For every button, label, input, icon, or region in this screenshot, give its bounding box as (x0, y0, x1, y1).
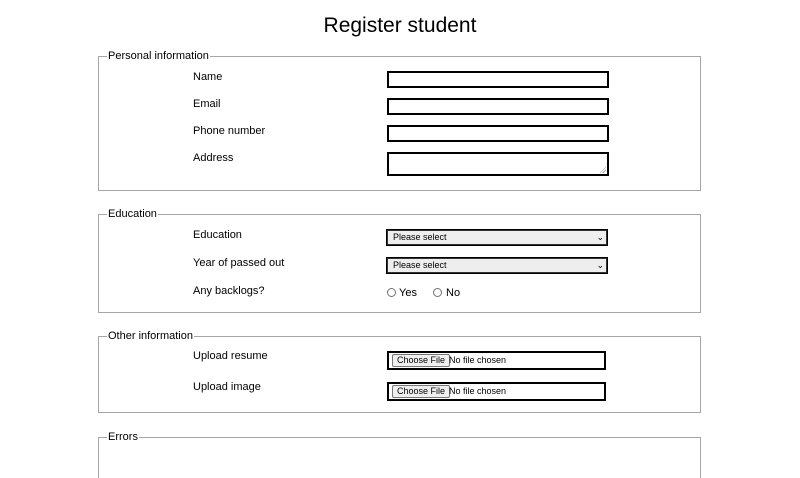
upload-image-file-input[interactable] (387, 382, 606, 401)
upload-resume-label: Upload resume (193, 350, 268, 362)
education-select-value: Please select (393, 232, 447, 242)
email-input[interactable] (387, 98, 609, 115)
email-label: Email (193, 98, 221, 110)
other-information-legend: Other information (108, 330, 193, 342)
upload-resume-file-input[interactable] (387, 351, 606, 370)
chevron-down-icon: ⌄ (596, 260, 604, 270)
phone-number-label: Phone number (193, 125, 266, 137)
name-label: Name (193, 71, 223, 83)
page-title: Register student (323, 14, 477, 37)
year-of-passed-out-label: Year of passed out (193, 257, 285, 269)
address-label: Address (193, 152, 234, 164)
address-textarea[interactable] (387, 152, 609, 176)
phone-number-input[interactable] (387, 125, 609, 142)
errors-section (98, 431, 701, 478)
backlogs-yes-radio[interactable] (387, 288, 396, 297)
choose-file-button[interactable]: Choose File (392, 354, 450, 367)
education-legend: Education (108, 208, 157, 220)
upload-image-label: Upload image (193, 381, 261, 393)
errors-legend: Errors (108, 431, 138, 443)
backlogs-no-label[interactable]: No (446, 287, 461, 299)
year-select-value: Please select (393, 260, 447, 270)
name-input[interactable] (387, 71, 609, 88)
resize-handle-icon[interactable] (600, 167, 606, 173)
personal-information-legend: Personal information (108, 50, 209, 62)
choose-file-button[interactable]: Choose File (392, 385, 450, 398)
personal-information-section (98, 50, 701, 191)
year-of-passed-out-select[interactable] (387, 258, 607, 273)
education-section (98, 208, 701, 313)
chevron-down-icon: ⌄ (596, 232, 604, 242)
education-label: Education (193, 229, 242, 241)
backlogs-yes-label[interactable]: Yes (399, 287, 417, 299)
no-file-chosen-text: No file chosen (449, 355, 507, 365)
no-file-chosen-text: No file chosen (449, 386, 507, 396)
education-select[interactable] (387, 230, 607, 245)
backlogs-no-radio[interactable] (433, 288, 442, 297)
any-backlogs-label: Any backlogs? (193, 285, 265, 297)
other-information-section (98, 330, 701, 413)
